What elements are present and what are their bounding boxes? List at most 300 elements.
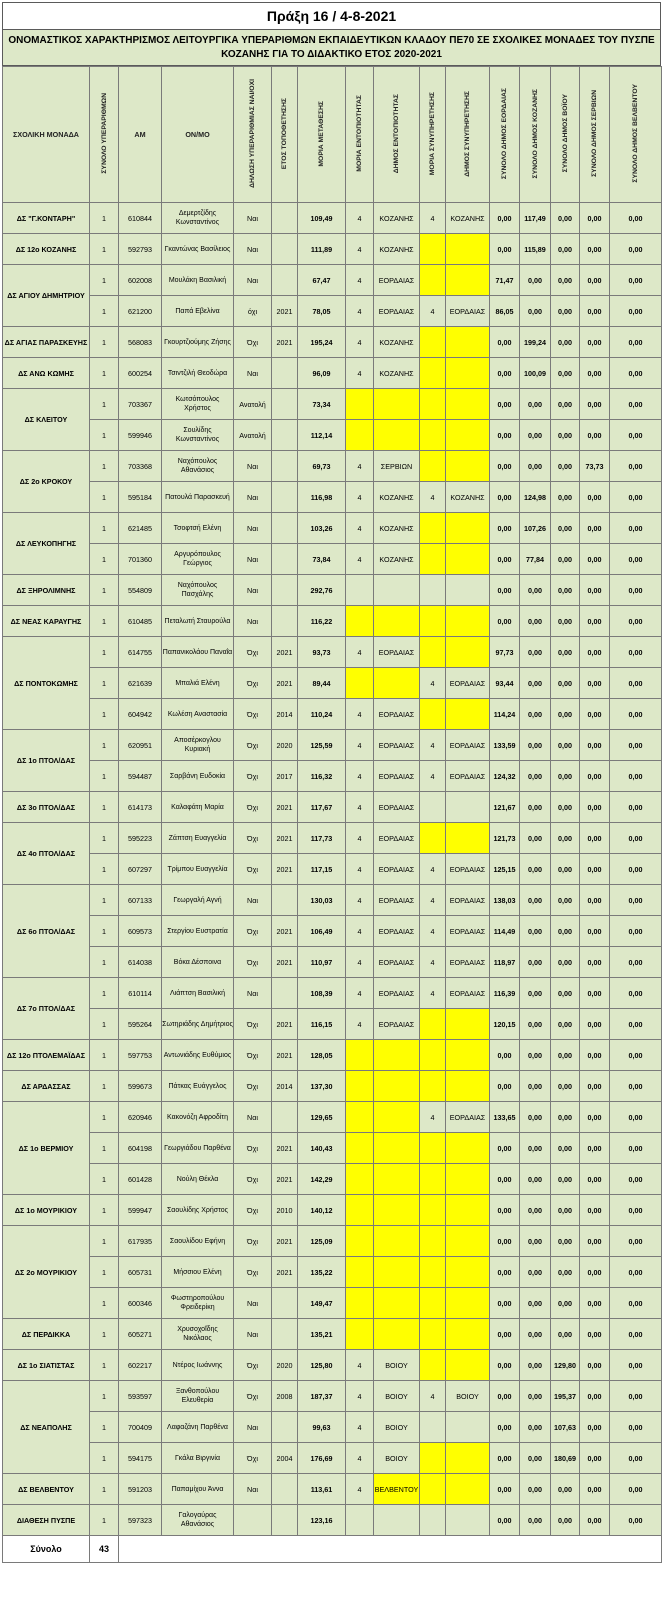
year-cell: 2021	[272, 792, 298, 823]
year-cell: 2021	[272, 1009, 298, 1040]
count-cell: 1	[90, 792, 119, 823]
cohab-points-cell	[420, 1350, 446, 1381]
locality-municipality-cell: ΕΟΡΔΑΙΑΣ	[374, 885, 420, 916]
total-velvento-cell: 0,00	[610, 1350, 662, 1381]
locality-points-cell	[346, 420, 374, 451]
total-eordaia-cell: 97,73	[490, 637, 520, 668]
year-cell: 2021	[272, 1226, 298, 1257]
cohab-points-cell	[420, 389, 446, 420]
locality-points-cell	[346, 1319, 374, 1350]
locality-municipality-cell: ΚΟΖΑΝΗΣ	[374, 203, 420, 234]
cohab-points-cell	[420, 1195, 446, 1226]
locality-municipality-cell: ΚΟΖΑΝΗΣ	[374, 513, 420, 544]
year-cell: 2017	[272, 761, 298, 792]
name-cell: Καλαφάτη Μαρία	[162, 792, 234, 823]
school-cell: ΔΣ ΝΕΑΠΟΛΗΣ	[3, 1381, 90, 1474]
cohab-municipality-cell	[446, 792, 490, 823]
total-velvento-cell: 0,00	[610, 1474, 662, 1505]
count-cell: 1	[90, 1443, 119, 1474]
count-cell: 1	[90, 1319, 119, 1350]
count-cell: 1	[90, 1009, 119, 1040]
declaration-cell: Ναι	[234, 885, 272, 916]
cohab-municipality-cell	[446, 637, 490, 668]
am-cell: 600346	[119, 1288, 162, 1319]
header-locality-municipality: ΔΗΜΟΣ ΕΝΤΟΠΙΟΤΗΤΑΣ	[374, 67, 420, 203]
school-cell: ΔΣ 3ο ΠΤΟΛ/ΔΑΣ	[3, 792, 90, 823]
cohab-municipality-cell	[446, 699, 490, 730]
locality-municipality-cell: ΕΟΡΔΑΙΑΣ	[374, 823, 420, 854]
locality-points-cell: 4	[346, 296, 374, 327]
am-cell: 621639	[119, 668, 162, 699]
school-cell: ΔΣ ΠΕΡΔΙΚΚΑ	[3, 1319, 90, 1350]
name-cell: Ντέρος Ιωάννης	[162, 1350, 234, 1381]
am-cell: 592793	[119, 234, 162, 265]
total-voio-cell: 0,00	[551, 1257, 580, 1288]
total-filler	[119, 1536, 662, 1563]
total-kozani-cell: 0,00	[520, 1505, 551, 1536]
locality-points-cell	[346, 1505, 374, 1536]
school-cell: ΔΣ ΑΡΔΑΣΣΑΣ	[3, 1071, 90, 1102]
locality-points-cell	[346, 1226, 374, 1257]
declaration-cell: Όχι	[234, 1443, 272, 1474]
total-kozani-cell: 0,00	[520, 730, 551, 761]
declaration-cell: Όχι	[234, 1350, 272, 1381]
declaration-cell: Όχι	[234, 1164, 272, 1195]
total-servia-cell: 0,00	[580, 358, 610, 389]
locality-municipality-cell: ΕΟΡΔΑΙΑΣ	[374, 637, 420, 668]
table-row	[3, 1350, 662, 1381]
count-cell: 1	[90, 761, 119, 792]
am-cell: 599947	[119, 1195, 162, 1226]
count-cell: 1	[90, 1071, 119, 1102]
total-kozani-cell: 0,00	[520, 420, 551, 451]
header-count: ΣΥΝΟΛΟ ΥΠΕΡΑΡΙΘΜΩΝ	[90, 67, 119, 203]
declaration-cell: Όχι	[234, 1381, 272, 1412]
declaration-cell: Όχι	[234, 327, 272, 358]
total-velvento-cell: 0,00	[610, 978, 662, 1009]
am-cell: 610114	[119, 978, 162, 1009]
total-voio-cell: 0,00	[551, 1195, 580, 1226]
total-eordaia-cell: 0,00	[490, 420, 520, 451]
name-cell: Ναχόπουλος Αθανάσιος	[162, 451, 234, 482]
header-transfer-points: ΜΟΡΙΑ ΜΕΤΑΘΕΣΗΣ	[298, 67, 346, 203]
locality-points-cell: 4	[346, 1412, 374, 1443]
am-cell: 621485	[119, 513, 162, 544]
header-locality-points: ΜΟΡΙΑ ΕΝΤΟΠΙΟΤΗΤΑΣ	[346, 67, 374, 203]
total-servia-cell: 0,00	[580, 1474, 610, 1505]
year-cell	[272, 1474, 298, 1505]
year-cell	[272, 575, 298, 606]
locality-municipality-cell: ΕΟΡΔΑΙΑΣ	[374, 792, 420, 823]
declaration-cell: Όχι	[234, 823, 272, 854]
am-cell: 601428	[119, 1164, 162, 1195]
school-cell: ΔΣ ΠΟΝΤΟΚΩΜΗΣ	[3, 637, 90, 730]
locality-municipality-cell	[374, 1071, 420, 1102]
total-velvento-cell: 0,00	[610, 761, 662, 792]
count-cell: 1	[90, 730, 119, 761]
year-cell: 2004	[272, 1443, 298, 1474]
locality-municipality-cell	[374, 1257, 420, 1288]
total-velvento-cell: 0,00	[610, 203, 662, 234]
year-cell: 2021	[272, 1133, 298, 1164]
year-cell: 2020	[272, 730, 298, 761]
year-cell	[272, 420, 298, 451]
count-cell: 1	[90, 699, 119, 730]
total-kozani-cell: 0,00	[520, 451, 551, 482]
locality-municipality-cell	[374, 1102, 420, 1133]
cohab-points-cell	[420, 637, 446, 668]
year-cell: 2008	[272, 1381, 298, 1412]
name-cell: Τσοφτσή Ελένη	[162, 513, 234, 544]
transfer-points-cell: 125,09	[298, 1226, 346, 1257]
total-kozani-cell: 0,00	[520, 1288, 551, 1319]
am-cell: 703367	[119, 389, 162, 420]
cohab-points-cell	[420, 358, 446, 389]
school-cell: ΔΣ ΑΓΙΟΥ ΔΗΜΗΤΡΙΟΥ	[3, 265, 90, 327]
name-cell: Δεμερτζίδης Κωνσταντίνος	[162, 203, 234, 234]
table-row	[3, 637, 662, 668]
school-cell: ΔΣ ΑΓΙΑΣ ΠΑΡΑΣΚΕΥΗΣ	[3, 327, 90, 358]
total-voio-cell: 0,00	[551, 575, 580, 606]
subtitle-line-1: ΟΝΟΜΑΣΤΙΚΟΣ ΧΑΡΑΚΤΗΡΙΣΜΟΣ ΛΕΙΤΟΥΡΓΙΚΑ ΥΠΕΡΑΡΙΘΜΩΝ ΕΚΠΑΙΔΕΥΤΙΚΩΝ ΚΛΑΔΟΥ ΠΕ70 ΣΕ ΣΧΟΛΙΚΕΣ ΜΟΝΑΔΕΣ ΤΟΥ ΠΥΣΠΕ	[8, 35, 655, 46]
transfer-points-cell: 187,37	[298, 1381, 346, 1412]
am-cell: 594175	[119, 1443, 162, 1474]
transfer-points-cell: 117,15	[298, 854, 346, 885]
cohab-municipality-cell	[446, 1443, 490, 1474]
name-cell: Αποσέρκογλου Κυριακή	[162, 730, 234, 761]
transfer-points-cell: 140,43	[298, 1133, 346, 1164]
declaration-cell: Όχι	[234, 1071, 272, 1102]
total-voio-cell: 0,00	[551, 265, 580, 296]
am-cell: 700409	[119, 1412, 162, 1443]
name-cell: Παπαμίχου Άννα	[162, 1474, 234, 1505]
total-velvento-cell: 0,00	[610, 668, 662, 699]
total-voio-cell: 0,00	[551, 885, 580, 916]
school-cell: ΔΣ 1ο ΣΙΑΤΙΣΤΑΣ	[3, 1350, 90, 1381]
year-cell	[272, 1319, 298, 1350]
total-servia-cell: 0,00	[580, 1040, 610, 1071]
total-voio-cell: 0,00	[551, 420, 580, 451]
total-eordaia-cell: 125,15	[490, 854, 520, 885]
table-row	[3, 265, 662, 296]
transfer-points-cell: 106,49	[298, 916, 346, 947]
total-kozani-cell: 0,00	[520, 296, 551, 327]
cohab-municipality-cell	[446, 606, 490, 637]
count-cell: 1	[90, 606, 119, 637]
total-servia-cell: 0,00	[580, 730, 610, 761]
school-cell: ΔΣ 7ο ΠΤΟΛ/ΔΑΣ	[3, 978, 90, 1040]
count-cell: 1	[90, 823, 119, 854]
table-row	[3, 1133, 662, 1164]
total-kozani-cell: 0,00	[520, 1474, 551, 1505]
transfer-points-cell: 112,14	[298, 420, 346, 451]
locality-municipality-cell: ΕΟΡΔΑΙΑΣ	[374, 761, 420, 792]
transfer-points-cell: 113,61	[298, 1474, 346, 1505]
locality-points-cell: 4	[346, 1381, 374, 1412]
transfer-points-cell: 116,98	[298, 482, 346, 513]
total-voio-cell: 0,00	[551, 947, 580, 978]
total-eordaia-cell: 0,00	[490, 513, 520, 544]
name-cell: Αργυρόπουλος Γεώργιος	[162, 544, 234, 575]
total-velvento-cell: 0,00	[610, 1443, 662, 1474]
year-cell	[272, 389, 298, 420]
declaration-cell: Ναι	[234, 513, 272, 544]
transfer-points-cell: 108,39	[298, 978, 346, 1009]
am-cell: 621200	[119, 296, 162, 327]
transfer-points-cell: 78,05	[298, 296, 346, 327]
locality-municipality-cell	[374, 420, 420, 451]
cohab-municipality-cell: ΚΟΖΑΝΗΣ	[446, 203, 490, 234]
cohab-municipality-cell	[446, 1009, 490, 1040]
table-row	[3, 482, 662, 513]
total-eordaia-cell: 116,39	[490, 978, 520, 1009]
total-kozani-cell: 0,00	[520, 668, 551, 699]
total-kozani-cell: 77,84	[520, 544, 551, 575]
cohab-points-cell	[420, 1133, 446, 1164]
transfer-points-cell: 140,12	[298, 1195, 346, 1226]
locality-points-cell: 4	[346, 203, 374, 234]
table-row	[3, 1412, 662, 1443]
am-cell: 595264	[119, 1009, 162, 1040]
total-velvento-cell: 0,00	[610, 265, 662, 296]
am-cell: 617935	[119, 1226, 162, 1257]
locality-points-cell: 4	[346, 544, 374, 575]
declaration-cell: Όχι	[234, 792, 272, 823]
total-voio-cell: 0,00	[551, 327, 580, 358]
name-cell: Παπανικολάου Παναΐα	[162, 637, 234, 668]
year-cell	[272, 234, 298, 265]
total-eordaia-cell: 0,00	[490, 1474, 520, 1505]
count-cell: 1	[90, 327, 119, 358]
cohab-points-cell: 4	[420, 203, 446, 234]
header-cohab-municipality: ΔΗΜΟΣ ΣΥΝΥΠΗΡΕΤΗΣΗΣ	[446, 67, 490, 203]
cohab-points-cell	[420, 1288, 446, 1319]
locality-points-cell: 4	[346, 513, 374, 544]
am-cell: 620951	[119, 730, 162, 761]
year-cell: 2020	[272, 1350, 298, 1381]
count-cell: 1	[90, 451, 119, 482]
total-eordaia-cell: 71,47	[490, 265, 520, 296]
total-velvento-cell: 0,00	[610, 730, 662, 761]
total-eordaia-cell: 0,00	[490, 451, 520, 482]
count-cell: 1	[90, 1226, 119, 1257]
transfer-points-cell: 110,24	[298, 699, 346, 730]
header-row	[3, 67, 662, 203]
total-velvento-cell: 0,00	[610, 358, 662, 389]
total-eordaia-cell: 0,00	[490, 1257, 520, 1288]
count-cell: 1	[90, 668, 119, 699]
locality-municipality-cell	[374, 668, 420, 699]
locality-municipality-cell: ΕΟΡΔΑΙΑΣ	[374, 854, 420, 885]
locality-points-cell: 4	[346, 1009, 374, 1040]
table-row	[3, 1195, 662, 1226]
cohab-municipality-cell	[446, 1164, 490, 1195]
total-velvento-cell: 0,00	[610, 1412, 662, 1443]
transfer-points-cell: 123,16	[298, 1505, 346, 1536]
total-velvento-cell: 0,00	[610, 389, 662, 420]
total-servia-cell: 0,00	[580, 1009, 610, 1040]
cohab-points-cell	[420, 451, 446, 482]
locality-points-cell: 4	[346, 1350, 374, 1381]
total-velvento-cell: 0,00	[610, 296, 662, 327]
cohab-municipality-cell	[446, 234, 490, 265]
cohab-municipality-cell	[446, 1257, 490, 1288]
locality-points-cell: 4	[346, 947, 374, 978]
cohab-municipality-cell	[446, 513, 490, 544]
cohab-points-cell	[420, 513, 446, 544]
locality-municipality-cell	[374, 1319, 420, 1350]
am-cell: 568083	[119, 327, 162, 358]
count-cell: 1	[90, 1040, 119, 1071]
total-voio-cell: 0,00	[551, 1226, 580, 1257]
total-kozani-cell: 0,00	[520, 265, 551, 296]
locality-municipality-cell: ΕΟΡΔΑΙΑΣ	[374, 265, 420, 296]
cohab-municipality-cell: ΕΟΡΔΑΙΑΣ	[446, 854, 490, 885]
total-servia-cell: 0,00	[580, 420, 610, 451]
total-voio-cell: 0,00	[551, 699, 580, 730]
total-servia-cell: 0,00	[580, 265, 610, 296]
total-eordaia-cell: 133,65	[490, 1102, 520, 1133]
total-velvento-cell: 0,00	[610, 1164, 662, 1195]
table-row	[3, 1226, 662, 1257]
total-servia-cell: 0,00	[580, 1195, 610, 1226]
locality-points-cell	[346, 1288, 374, 1319]
am-cell: 602217	[119, 1350, 162, 1381]
total-servia-cell: 0,00	[580, 203, 610, 234]
total-servia-cell: 0,00	[580, 668, 610, 699]
count-cell: 1	[90, 916, 119, 947]
table-row	[3, 1443, 662, 1474]
locality-municipality-cell: ΕΟΡΔΑΙΑΣ	[374, 1009, 420, 1040]
am-cell: 614755	[119, 637, 162, 668]
header-year: ΕΤΟΣ ΤΟΠΟΘΕΤΗΣΗΣ	[272, 67, 298, 203]
year-cell	[272, 544, 298, 575]
locality-municipality-cell: ΣΕΡΒΙΩΝ	[374, 451, 420, 482]
cohab-points-cell: 4	[420, 916, 446, 947]
transfer-points-cell: 99,63	[298, 1412, 346, 1443]
total-voio-cell: 0,00	[551, 823, 580, 854]
year-cell: 2021	[272, 637, 298, 668]
cohab-municipality-cell	[446, 1195, 490, 1226]
year-cell: 2014	[272, 699, 298, 730]
locality-municipality-cell: ΕΟΡΔΑΙΑΣ	[374, 947, 420, 978]
year-cell	[272, 451, 298, 482]
cohab-municipality-cell	[446, 1350, 490, 1381]
year-cell: 2010	[272, 1195, 298, 1226]
cohab-points-cell: 4	[420, 978, 446, 1009]
total-kozani-cell: 0,00	[520, 792, 551, 823]
total-voio-cell: 0,00	[551, 606, 580, 637]
total-eordaia-cell: 0,00	[490, 234, 520, 265]
total-eordaia-cell: 0,00	[490, 389, 520, 420]
count-cell: 1	[90, 234, 119, 265]
total-kozani-cell: 0,00	[520, 606, 551, 637]
count-cell: 1	[90, 1350, 119, 1381]
locality-points-cell	[346, 1164, 374, 1195]
total-voio-cell: 0,00	[551, 1040, 580, 1071]
name-cell: Γεωργιάδου Παρθένα	[162, 1133, 234, 1164]
total-kozani-cell: 0,00	[520, 1412, 551, 1443]
transfer-points-cell: 110,97	[298, 947, 346, 978]
table-row	[3, 1040, 662, 1071]
locality-municipality-cell	[374, 575, 420, 606]
total-eordaia-cell: 0,00	[490, 606, 520, 637]
total-eordaia-cell: 0,00	[490, 203, 520, 234]
cohab-municipality-cell: ΚΟΖΑΝΗΣ	[446, 482, 490, 513]
count-cell: 1	[90, 978, 119, 1009]
transfer-points-cell: 73,84	[298, 544, 346, 575]
locality-municipality-cell: ΚΟΖΑΝΗΣ	[374, 482, 420, 513]
declaration-cell: Ναι	[234, 575, 272, 606]
count-cell: 1	[90, 1288, 119, 1319]
total-servia-cell: 0,00	[580, 1226, 610, 1257]
am-cell: 595223	[119, 823, 162, 854]
cohab-points-cell	[420, 1443, 446, 1474]
declaration-cell: Όχι	[234, 854, 272, 885]
total-voio-cell: 195,37	[551, 1381, 580, 1412]
total-velvento-cell: 0,00	[610, 823, 662, 854]
locality-municipality-cell	[374, 1505, 420, 1536]
school-cell: ΔΣ 1ο ΒΕΡΜΙΟΥ	[3, 1102, 90, 1195]
total-velvento-cell: 0,00	[610, 885, 662, 916]
total-velvento-cell: 0,00	[610, 854, 662, 885]
transfer-points-cell: 135,21	[298, 1319, 346, 1350]
cohab-points-cell	[420, 699, 446, 730]
name-cell: Σαουλίδης Χρήστος	[162, 1195, 234, 1226]
cohab-municipality-cell	[446, 1133, 490, 1164]
total-kozani-cell: 0,00	[520, 1164, 551, 1195]
locality-municipality-cell: ΚΟΖΑΝΗΣ	[374, 234, 420, 265]
total-velvento-cell: 0,00	[610, 699, 662, 730]
locality-points-cell: 4	[346, 699, 374, 730]
count-cell: 1	[90, 1381, 119, 1412]
name-cell: Τρίμπου Ευαγγελία	[162, 854, 234, 885]
locality-municipality-cell: ΒΟΙΟΥ	[374, 1350, 420, 1381]
total-kozani-cell: 0,00	[520, 389, 551, 420]
table-row	[3, 699, 662, 730]
cohab-municipality-cell: ΕΟΡΔΑΙΑΣ	[446, 947, 490, 978]
cohab-municipality-cell	[446, 1412, 490, 1443]
total-velvento-cell: 0,00	[610, 234, 662, 265]
declaration-cell: Ναι	[234, 1474, 272, 1505]
total-voio-cell: 0,00	[551, 668, 580, 699]
total-voio-cell: 0,00	[551, 916, 580, 947]
am-cell: 607133	[119, 885, 162, 916]
year-cell: 2021	[272, 296, 298, 327]
cohab-municipality-cell	[446, 575, 490, 606]
locality-points-cell	[346, 575, 374, 606]
cohab-points-cell: 4	[420, 730, 446, 761]
cohab-points-cell: 4	[420, 296, 446, 327]
locality-points-cell: 4	[346, 234, 374, 265]
am-cell: 591203	[119, 1474, 162, 1505]
total-servia-cell: 0,00	[580, 1412, 610, 1443]
school-cell: ΔΣ 1ο ΠΤΟΛ/ΔΑΣ	[3, 730, 90, 792]
year-cell	[272, 1412, 298, 1443]
total-velvento-cell: 0,00	[610, 1133, 662, 1164]
total-eordaia-cell: 0,00	[490, 1226, 520, 1257]
declaration-cell: Όχι	[234, 668, 272, 699]
table-row	[3, 730, 662, 761]
locality-points-cell	[346, 1133, 374, 1164]
am-cell: 597323	[119, 1505, 162, 1536]
locality-points-cell	[346, 1071, 374, 1102]
table-row	[3, 916, 662, 947]
cohab-points-cell	[420, 1009, 446, 1040]
count-cell: 1	[90, 575, 119, 606]
year-cell: 2021	[272, 854, 298, 885]
locality-points-cell: 4	[346, 1474, 374, 1505]
